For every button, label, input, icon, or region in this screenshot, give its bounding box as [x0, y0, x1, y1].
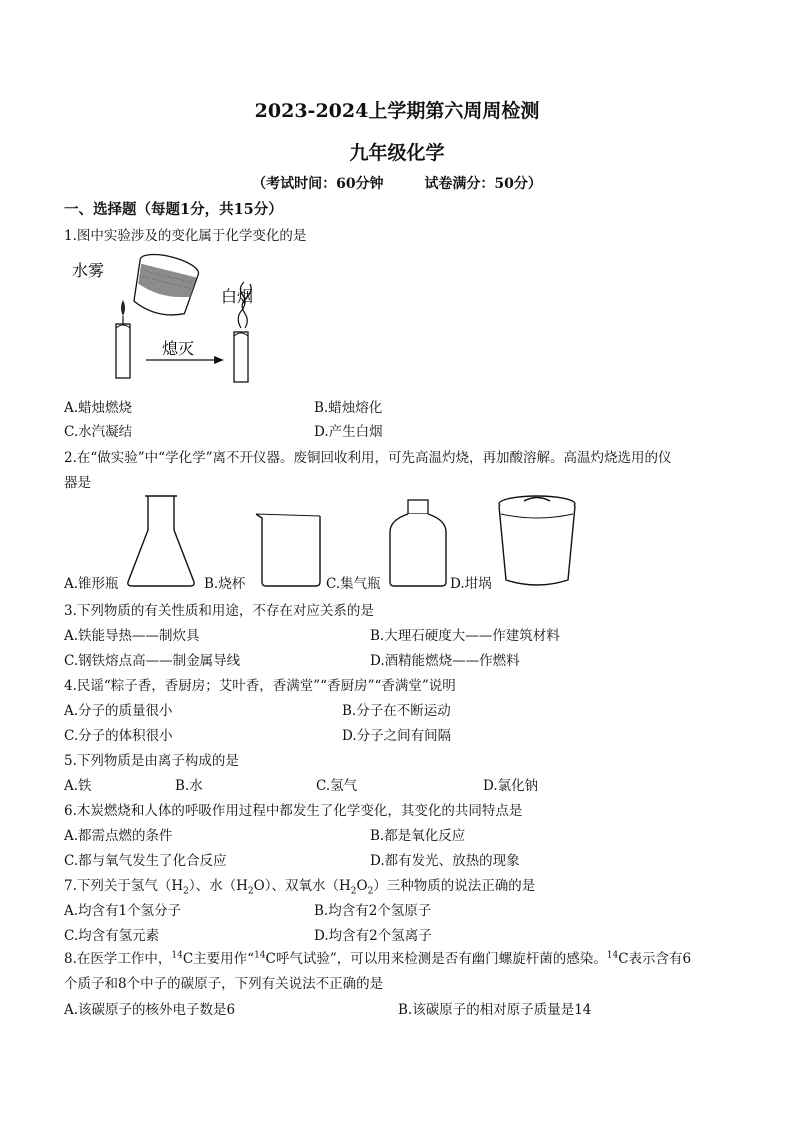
q8-option-a[interactable]: A.该碳原子的核外电子数是6	[64, 1002, 236, 1018]
exam-title: 2023-2024上学期第六周周检测	[254, 100, 540, 122]
q4-option-d[interactable]: D.分子之间有间隔	[342, 728, 452, 744]
q7-option-a[interactable]: A.均含有1个氢分子	[64, 903, 182, 919]
q2-option-a[interactable]: A.锥形瓶	[64, 576, 119, 592]
q5-option-a[interactable]: A.铁	[64, 778, 92, 794]
q2-option-c[interactable]: C.集气瓶	[326, 576, 381, 592]
q6-option-b[interactable]: B.都是氧化反应	[370, 828, 466, 844]
q6-stem: 6.木炭燃烧和人体的呼吸作用过程中都发生了化学变化，其变化的共同特点是	[64, 803, 523, 819]
q2-option-d[interactable]: D.坩埚	[450, 576, 492, 592]
q2-stem-line2: 器是	[64, 475, 91, 491]
section-heading: 一、选择题（每题1分，共15分）	[64, 201, 283, 218]
q5-option-b[interactable]: B.水	[175, 778, 203, 794]
exam-subtitle: 九年级化学	[349, 142, 445, 164]
q5-stem: 5.下列物质是由离子构成的是	[64, 753, 239, 769]
q7-option-d[interactable]: D.均含有2个氢离子	[314, 928, 432, 944]
q4-option-a[interactable]: A.分子的质量很小	[64, 703, 173, 719]
q6-option-d[interactable]: D.都有发光、放热的现象	[370, 853, 520, 869]
q7-option-c[interactable]: C.均含有氢元素	[64, 928, 160, 944]
q3-option-c[interactable]: C.钢铁熔点高——制金属导线	[64, 653, 241, 669]
q2-stem-line1: 2.在“做实验”中“学化学”离不开仪器。废铜回收利用，可先高温灼烧，再加酸溶解。高温灼烧选用的仪	[64, 450, 672, 466]
q5-option-c[interactable]: C.氢气	[316, 778, 358, 794]
q6-option-c[interactable]: C.都与氧气发生了化合反应	[64, 853, 227, 869]
q3-stem: 3.下列物质的有关性质和用途，不存在对应关系的是	[64, 603, 374, 619]
q4-option-c[interactable]: C.分子的体积很小	[64, 728, 173, 744]
full-score: 试卷满分：50分）	[424, 176, 542, 192]
q6-option-a[interactable]: A.都需点燃的条件	[64, 828, 173, 844]
exam-time: （考试时间：60分钟	[252, 176, 384, 192]
q1-stem: 1.图中实验涉及的变化属于化学变化的是	[64, 228, 307, 244]
q2-option-b[interactable]: B.烧杯	[204, 576, 246, 592]
exam-info	[0, 173, 794, 193]
q3-option-d[interactable]: D.酒精能燃烧——作燃料	[370, 653, 520, 669]
q1-option-c[interactable]: C.水汽凝结	[64, 424, 133, 440]
q3-option-a[interactable]: A.铁能导热——制炊具	[64, 628, 200, 644]
label-water-mist: 水雾	[72, 261, 105, 280]
q8-option-b[interactable]: B.该碳原子的相对原子质量是14	[398, 1002, 592, 1018]
q1-figure	[64, 248, 284, 388]
label-extinguish: 熄灭	[162, 339, 195, 358]
q5-option-d[interactable]: D.氯化钠	[483, 778, 539, 794]
label-white-smoke: 白烟	[221, 287, 254, 306]
q7-option-b[interactable]: B.均含有2个氢原子	[314, 903, 432, 919]
q1-option-b[interactable]: B.蜡烛熔化	[314, 400, 383, 416]
q1-option-a[interactable]: A.蜡烛燃烧	[64, 400, 133, 416]
q7-stem: 7.下列关于氢气$(H_2)$、水$(H_2O)$、双氧水$(H_2O_2)$三种物质的说法正确的是	[64, 878, 536, 897]
q4-option-b[interactable]: B.分子在不断运动	[342, 703, 451, 719]
q8-stem-line2: 个质子和8个中子的碳原子，下列有关说法不正确的是	[64, 976, 384, 992]
q3-option-b[interactable]: B.大理石硬度大——作建筑材料	[370, 628, 560, 644]
q1-option-d[interactable]: D.产生白烟	[314, 424, 383, 440]
q4-stem: 4.民谣“粽子香，香厨房；艾叶香，香满堂”“香厨房”“香满堂”说明	[64, 678, 456, 694]
q8-stem-line1: 8.在医学工作中，$^{14}$C主要用作“$^{14}$C呼气试验”，可以用来检测是否有幽门螺旋杆菌的感染。$^{14}$C表示含有6	[64, 950, 692, 967]
